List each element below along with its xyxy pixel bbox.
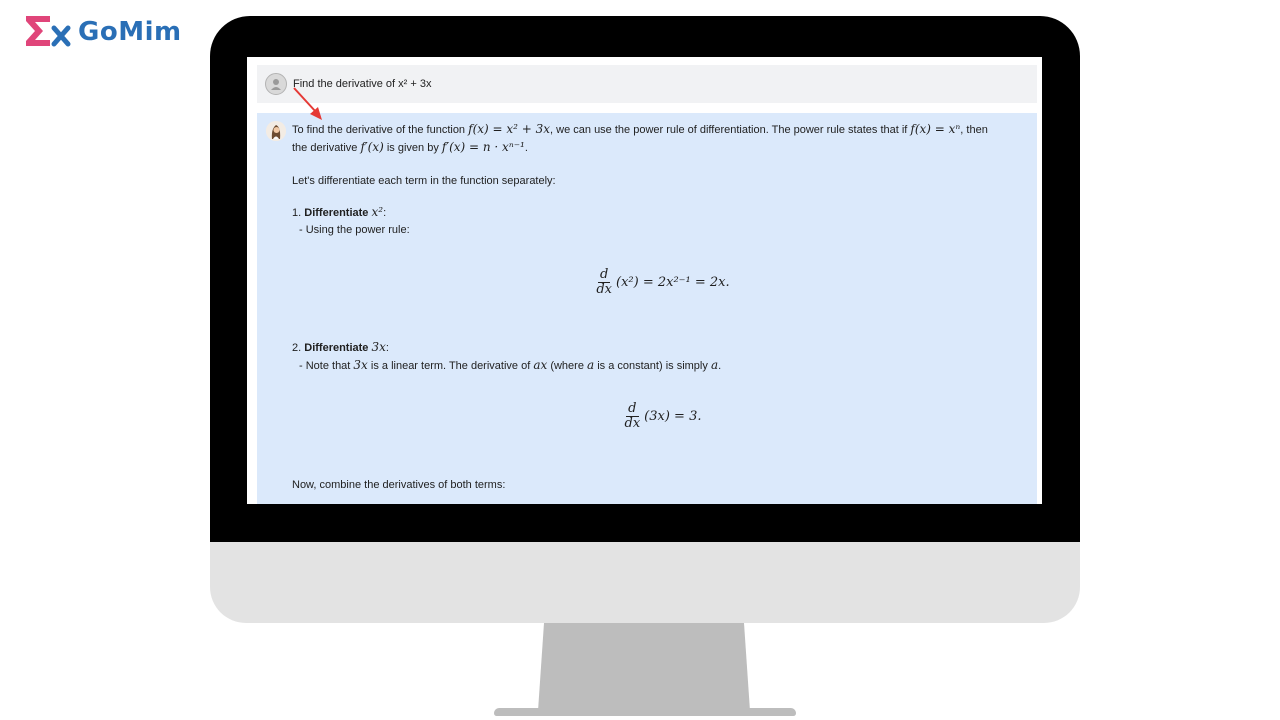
- monitor-stand-base: [494, 708, 796, 716]
- sigma-x-logo-icon: [24, 14, 72, 50]
- question-message: [257, 65, 1037, 103]
- math-power-rule: f′(x) = n · xⁿ⁻¹: [441, 140, 525, 154]
- separately-text: Let's differentiate each term in the function separately:: [292, 175, 556, 187]
- step1-display-equation: $\frac{d}{dx}$ (x²) = 2x²⁻¹ = 2x.: [596, 266, 730, 297]
- math-function: f(x) = x² + 3x: [468, 122, 551, 136]
- intro-paragraph: To find the derivative of the function f(x) = x² + 3x, we can use the power rule of differentiation. The power rule states that if f(x) = xⁿ, then the derivative f′(x) is given by f′(x) = n · xⁿ⁻¹.: [292, 122, 988, 154]
- question-text: Find the derivative of x² + 3x: [293, 78, 432, 90]
- math-fprime: f′(x): [360, 140, 384, 154]
- step1-sub: - Using the power rule:: [299, 224, 410, 236]
- step1-heading: 1. Differentiate x²:: [292, 205, 387, 219]
- brand-name: GoMim: [78, 17, 182, 47]
- user-avatar-icon: [265, 73, 287, 95]
- step2-heading: 2. Differentiate 3x:: [292, 340, 389, 354]
- monitor-stand: [538, 623, 750, 711]
- math-rule: f(x) = xⁿ: [910, 122, 961, 136]
- answer-message: [257, 113, 1037, 504]
- monitor-chin: [210, 542, 1080, 623]
- gomim-logo: [24, 12, 182, 52]
- chat-screen: [247, 57, 1042, 504]
- answer-content: [292, 121, 1032, 494]
- assistant-avatar-icon: [266, 121, 286, 141]
- combine-text: Now, combine the derivatives of both terms:: [292, 479, 506, 491]
- step2-display-equation: $\frac{d}{dx}$ (3x) = 3.: [624, 400, 702, 431]
- red-arrow-icon: [290, 86, 330, 126]
- step2-sub: - Note that 3x is a linear term. The derivative of ax (where a is a constant) is simply a.: [299, 358, 722, 372]
